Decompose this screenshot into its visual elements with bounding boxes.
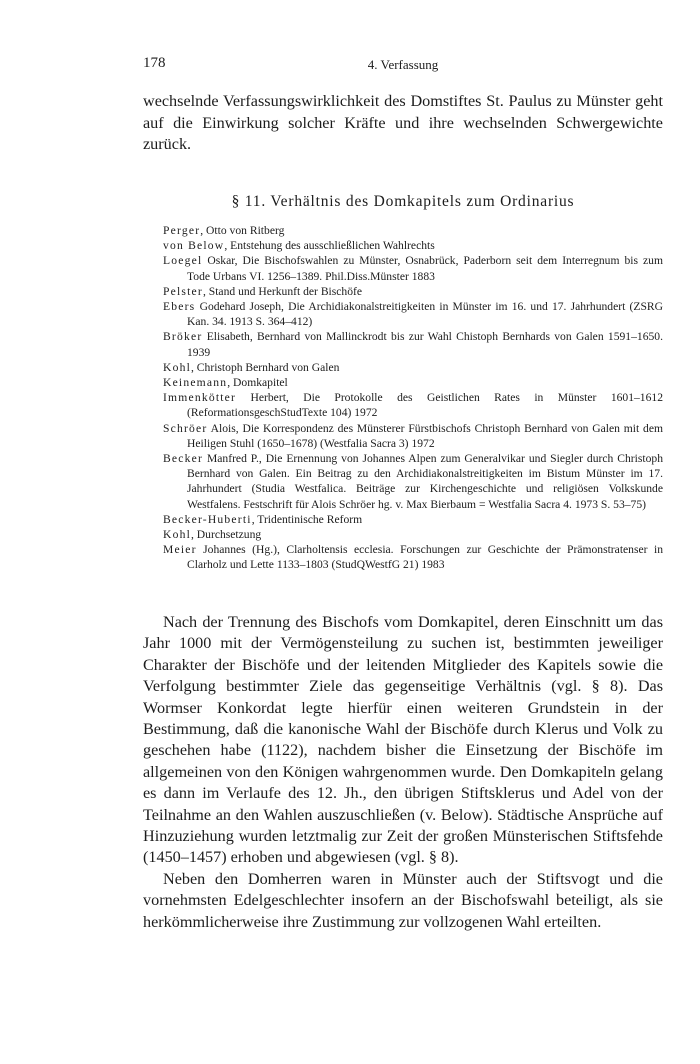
bibliography-details: Manfred P., Die Ernennung von Johannes Alpen zum Generalvikar und Siegler durch Christoph Bernhard von Galen. Ein Beitrag zu den Archidiakonalstreitigkeiten im Bistum Münster im 17. Jahrhundert (Studia Westfalica. Beiträge zur Kirchengeschichte und religiösen Volkskunde Westfalens. Festschrift für Alois Schröer hg. v. Max Bierbaum = Westfalia Sacra 4. 1973 S. 53–75) bbox=[187, 452, 663, 511]
bibliography-author: Loegel bbox=[163, 254, 203, 268]
bibliography-details: , Tridentinische Reform bbox=[251, 512, 363, 526]
bibliography-entry bbox=[163, 375, 663, 390]
bibliography-author: Ebers bbox=[163, 300, 196, 314]
bibliography-entry bbox=[163, 238, 663, 253]
bibliography-author: Keinemann bbox=[163, 376, 228, 390]
page-number: 178 bbox=[143, 55, 166, 71]
bibliography-entry bbox=[163, 284, 663, 299]
bibliography-details: Oskar, Die Bischofswahlen zu Münster, Osnabrück, Paderborn seit dem Interregnum bis zum Tode Urbans VI. 1256–1389. Phil.Diss.Münster 1883 bbox=[187, 254, 663, 283]
bibliography-author: Becker-Huberti bbox=[163, 512, 252, 526]
bibliography-author: Bröker bbox=[163, 330, 203, 344]
bibliography-details: , Otto von Ritberg bbox=[200, 224, 285, 237]
bibliography-author: Pelster bbox=[163, 284, 203, 298]
bibliography-details: Godehard Joseph, Die Archidiakonalstreitigkeiten in Münster im 16. und 17. Jahrhundert (ZSRG Kan. 34. 1913 S. 364–412) bbox=[187, 300, 663, 329]
bibliography-details: Herbert, Die Protokolle des Geistlichen Rates in Münster 1601–1612 (ReformationsgeschStudTexte 104) 1972 bbox=[187, 391, 663, 420]
bibliography-entry bbox=[163, 360, 663, 375]
bibliography-author: von Below bbox=[163, 239, 225, 253]
running-title: 4. Verfassung bbox=[367, 57, 439, 72]
bibliography-details: , Domkapitel bbox=[227, 376, 288, 390]
bibliography-details: , Durchsetzung bbox=[191, 528, 262, 542]
section-heading: § 11. Verhältnis des Domkapitels zum Ordinarius bbox=[231, 193, 575, 210]
body-text bbox=[143, 612, 663, 933]
bibliography-details: Johannes (Hg.), Clarholtensis ecclesia. Forschungen zur Geschichte der Prämonstratenser in Clarholz und Lette 1133–1803 (StudQWestfG 21) 1983 bbox=[187, 543, 663, 572]
bibliography-details: Elisabeth, Bernhard von Mallinckrodt bis zur Wahl Chistoph Bernhards von Galen 1591–1650. 1939 bbox=[187, 330, 663, 359]
body-paragraph: Nach der Trennung des Bischofs vom Domkapitel, deren Einschnitt um das Jahr 1000 mit der Vermögensteilung zu suchen ist, bestimmten jeweiliger Charakter der Bischöfe und der leitenden Mitglieder des Kapitels sowie die Verfolgung bestimmter Ziele das gegenseitige Verhältnis (vgl. § 8). Das Wormser Konkordat legte hierfür einen weiteren Grundstein in der Bestimmung, daß die kanonische Wahl der Bischöfe durch Klerus und Volk zu geschehen habe (1122), nachdem bisher die Einsetzung der Bischöfe im allgemeinen von den Königen wahrgenommen wurde. Den Domkapiteln gelang es dann im Verlaufe des 12. Jh., den übrigen Stiftsklerus und Adel von der Teilnahme an den Wahlen auszuschließen (v. Below). Städtische Ansprüche auf Hinzuziehung wurden letztmalig zur Zeit der großen Münsterischen Stiftsfehde (1450–1457) erhoben und abgewiesen (vgl. § 8). bbox=[143, 613, 663, 867]
bibliography-details: , Stand und Herkunft der Bischöfe bbox=[202, 284, 363, 298]
bibliography-entry bbox=[163, 253, 663, 283]
bibliography-entry bbox=[163, 329, 663, 359]
bibliography-author: Perger bbox=[163, 224, 201, 237]
bibliography-author: Kohl bbox=[163, 528, 191, 542]
bibliography-author: Kohl bbox=[163, 360, 191, 374]
bibliography-entry bbox=[163, 421, 663, 451]
bibliography-entry bbox=[163, 512, 663, 527]
bibliography-author: Immenkötter bbox=[163, 391, 237, 405]
bibliography-author: Meier bbox=[163, 543, 197, 557]
bibliography-details: , Christoph Bernhard von Galen bbox=[191, 360, 340, 374]
bibliography-entry bbox=[163, 299, 663, 329]
bibliography-author: Becker bbox=[163, 452, 204, 466]
bibliography-entry bbox=[163, 527, 663, 542]
bibliography-entry bbox=[163, 542, 663, 572]
bibliography-details: Alois, Die Korrespondenz des Münsterer Fürstbischofs Christoph Bernhard von Galen mit dem Heiligen Stuhl (1650–1678) (Westfalia Sacra 3) 1972 bbox=[187, 421, 663, 450]
bibliography-author: Schröer bbox=[163, 421, 208, 435]
bibliography-details: , Entstehung des ausschließlichen Wahlrechts bbox=[224, 239, 435, 253]
body-paragraph: Neben den Domherren waren in Münster auch der Stiftsvogt und die vornehmsten Edelgeschlechter insofern an der Bischofswahl beteiligt, als sie herkömmlicherweise ihre Zustimmung zur vollzogenen Wahl erteilten. bbox=[143, 869, 663, 931]
bibliography-entry bbox=[163, 451, 663, 512]
bibliography-entry bbox=[163, 390, 663, 420]
page-header bbox=[143, 55, 663, 77]
bibliography-entry bbox=[163, 223, 663, 238]
intro-paragraph: wechselnde Verfassungswirklichkeit des Domstiftes St. Paulus zu Münster geht auf die Einwirkung solcher Kräfte und ihre wechselnden Schwergewichte zurück. bbox=[143, 92, 663, 153]
bibliography-list bbox=[163, 223, 663, 573]
